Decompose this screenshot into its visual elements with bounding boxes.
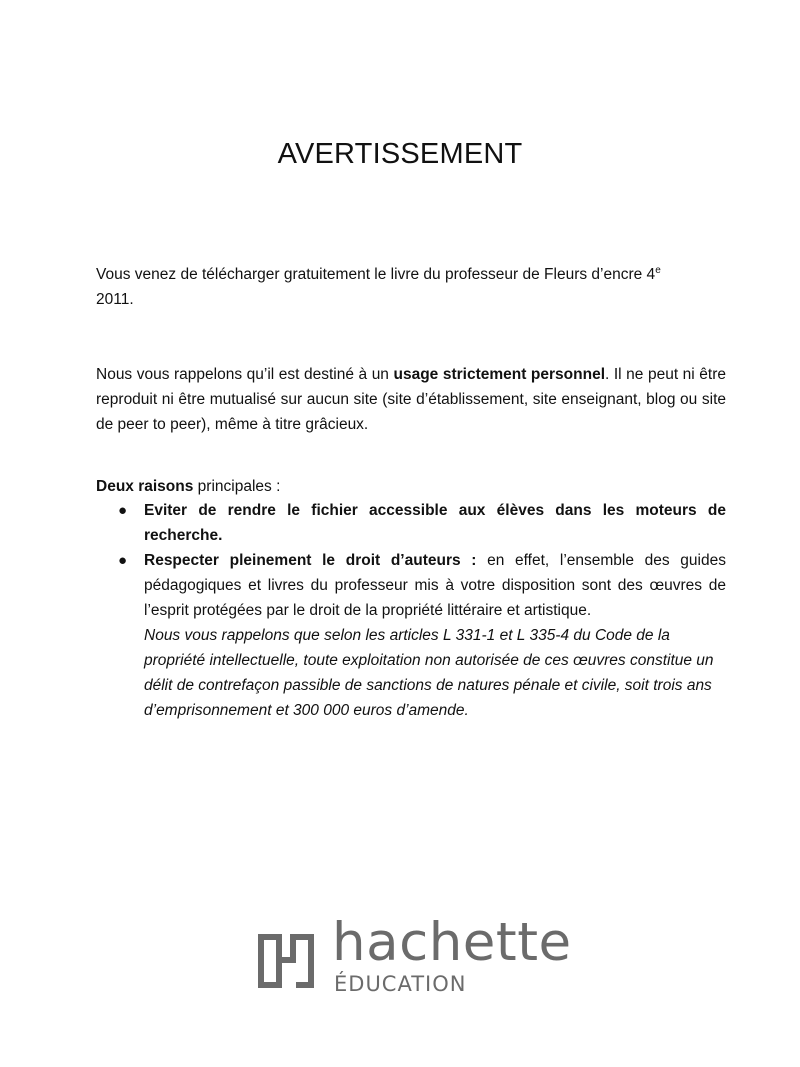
list-item [96,498,726,548]
reminder-bold: usage strictement personnel [393,366,606,383]
reason-2-text: en effet, l’ensemble des guides pédagogiques et livres du professeur mis à votre disposition sont des œuvres de l’esprit protégées par le droit de la propriété littéraire et artistique. [144,552,726,619]
legal-notice: Nous vous rappelons que selon les articles L 331-1 et L 335-4 du Code de la propriété intellectuelle, toute exploitation non autorisée de ces œuvres constitue un délit de contrefaçon passible de sanctions de natures pénale et civile, soit trois ans d’emprisonnement et 300 000 euros d’amende. [144,627,714,719]
intro-superscript: e [655,264,661,276]
reminder-before: Nous vous rappelons qu’il est destiné à un [96,366,394,383]
reason-1-bold: Eviter de rendre le fichier accessible aux élèves dans les moteurs de recherche. [144,502,726,544]
reasons-list [96,498,726,723]
intro-year: 2011. [96,291,134,308]
reminder-after: . Il ne peut ni être reproduit ni être mutualisé sur aucun site (site d’établissement, site enseignant, blog ou site de peer to peer), même à titre grâcieux. [96,366,726,433]
bullet-icon: ● [118,502,128,519]
hachette-h-logo-icon [254,930,318,992]
intro-text: Vous venez de télécharger gratuitement le livre du professeur de Fleurs d’encre 4 [96,266,656,283]
reason-2-bold: Respecter pleinement le droit d’auteurs : [144,552,477,569]
logo-wordmark: hachette [332,912,572,973]
page-title: AVERTISSEMENT [277,138,523,170]
intro-paragraph [96,262,726,312]
reminder-paragraph [96,362,726,437]
reasons-heading-bold: Deux raisons [96,478,194,495]
hachette-logo [254,912,572,998]
reasons-heading-rest: principales : [193,478,281,495]
bullet-icon: ● [118,552,128,569]
logo-subtitle: ÉDUCATION [334,972,467,996]
list-item [96,548,726,723]
reasons-heading [96,474,726,499]
